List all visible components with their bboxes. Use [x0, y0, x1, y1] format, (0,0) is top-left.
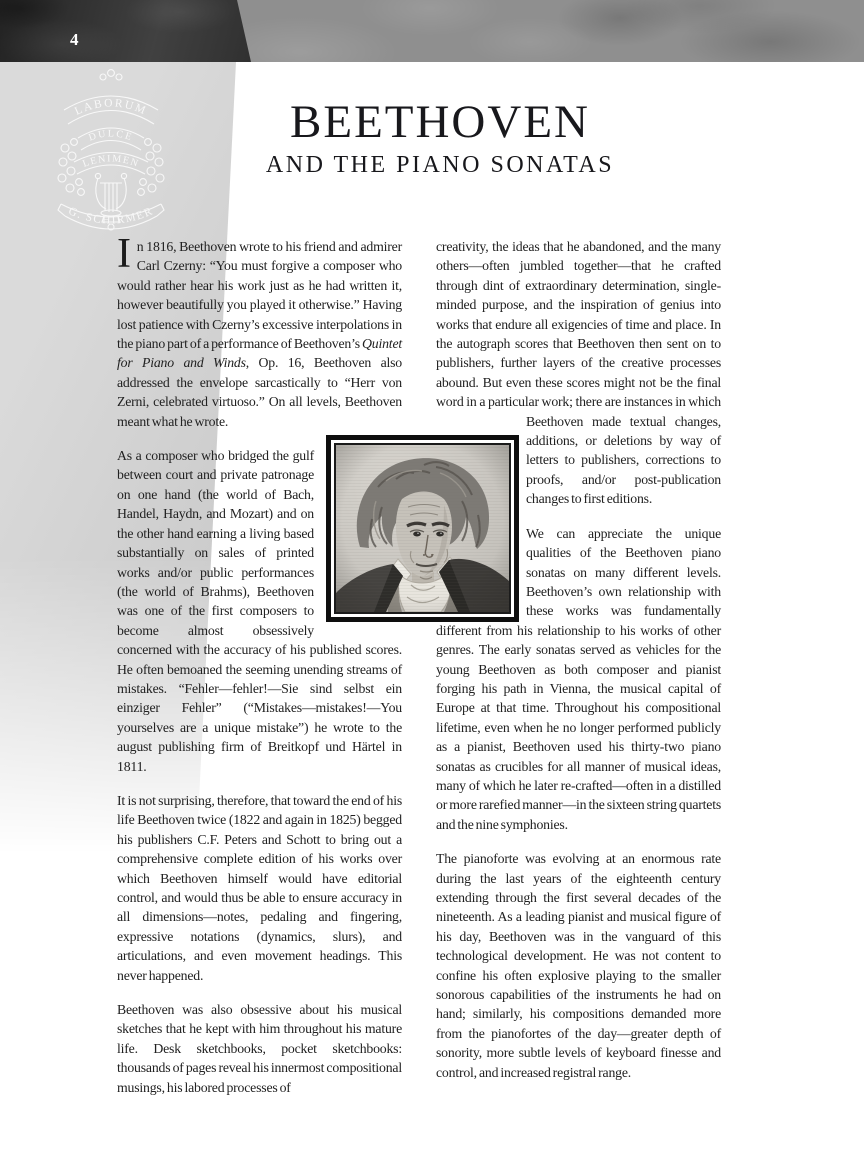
crest-motto-2: DULCE [87, 128, 135, 144]
paragraph-intro [117, 231, 402, 431]
paragraph-text: It is not surprising, therefore, that toward the end of his life Beethoven twice (1822 and again in 1825) begged his publishers C.F. Peters and Schott to bring out a comprehensive complete edition of his works over which Beethoven himself would have editorial control, and would thus be able to ensure accuracy in all dimensions—notes, pedaling and fingering, expressive notations (dynamics, slurs), and articulations, and even movement headings. This never happened. [117, 792, 402, 983]
page-subtitle: AND THE PIANO SONATAS [265, 152, 615, 179]
work-title-italic: Quintet for Piano and Winds [117, 336, 402, 371]
paragraph-text: Beethoven made textual changes, additions, or deletions by way of letters to publishers, corrections to proofs, and/or post-publication changes to first editions. [526, 413, 721, 507]
paragraph-text: As a composer who bridged the gulf between court and private patronage on one hand (the world of Bach, Handel, Haydn, and Mozart) and on the other hand earning a living based substantially on sales of printed works and/or public performances (the world of Brahms), Beethoven was one of the first composers to become almost obsessively concerned with the accuracy of his published scores. He often bemoaned the seeming unending streams of mistakes. “Fehler—fehler!—Sie sind selbst ein einziger Fehler” (“Mistakes—mistakes!—You yourselves are a unique mistake”) he wrote to the august publishing firm of Breitkopf und Härtel in 1811. [117, 448, 402, 774]
left-column [117, 231, 402, 1112]
title-block [120, 98, 760, 179]
crest-motto-1: LABORUM [72, 97, 149, 118]
crest-motto-3: LENIMEN [81, 153, 141, 170]
paragraph-text: We can appreciate the unique qualities of the Beethoven piano sonatas on many different levels. Beethoven’s own relationship with these works was fundamentally different from his relationship to his works of other genres. The early sonatas served as vehicles for the young Beethoven as both composer and pianist forging his path in Vienna, the musical capital of Europe at that time. Throughout his compositional lifetime, even when he no longer performed publicly as a pianist, Beethoven used his thirty-two piano sonatas as crucibles for all manner of musical ideas, many of which he later re-crafted—often in a distilled or more rarefied manner—in the sixteen string quartets and the nine symphonies. [436, 525, 721, 832]
paragraph-text: Beethoven was also obsessive about his musical sketches that he kept with him throughout his mature life. Desk sketchbooks, pocket sketchbooks: thousands of pages reveal his innermost compositional musings, his labored processes of [117, 1002, 402, 1095]
dropcap: I [117, 231, 131, 277]
page-number: 4 [70, 30, 79, 49]
beethoven-portrait [336, 445, 509, 612]
right-column [436, 237, 721, 1097]
paragraph-text: , Op. 16, Beethoven also addressed the envelope sarcastically to “Herr von Zerni, celebrated virtuoso.” On all levels, Beethoven meant what he wrote. [117, 355, 402, 429]
paragraph [117, 1000, 402, 1097]
paragraph [436, 849, 721, 1082]
header-band-dark-corner [0, 0, 260, 62]
paragraph-text: creativity, the ideas that he abandoned, and the many others—often jumbled together—that he crafted through dint of extraordinary determination, single-minded purpose, and the inspiration of genius into works that endure all exigencies of time and place. In the autograph scores that Beethoven then sent on to publishers, further layers of the creative processes abound. But even these scores might not be the final word in a particular work; there are instances in which [436, 239, 721, 410]
crest-name: G. SCHIRMER [66, 205, 156, 227]
paragraph-text: n 1816, Beethoven wrote to his friend and admirer Carl Czerny: “You must forgive a composer who would rather hear his work just as he had written it, however beautifully you played it otherwise.” Having lost patience with Czerny’s excessive interpolations in the piano part of a performance of Beethoven’s [117, 239, 402, 352]
paragraph-text: The pianoforte was evolving at an enormous rate during the last years of the eighteenth century extending through the first several decades of the nineteenth. As a leading pianist and musical figure of his day, Beethoven was in the vanguard of this technological development. He was not content to confine his often explosive playing to the smaller sonorous capabilities of the instruments he had on hand; similarly, his compositions demanded more from the pianofortes of the day—greater depth of sonority, more subtle levels of keyboard finesse and control, and increased registral range. [436, 851, 721, 1080]
paragraph [117, 791, 402, 985]
beethoven-portrait-frame [326, 435, 519, 622]
page-title: BEETHOVEN [290, 96, 590, 148]
